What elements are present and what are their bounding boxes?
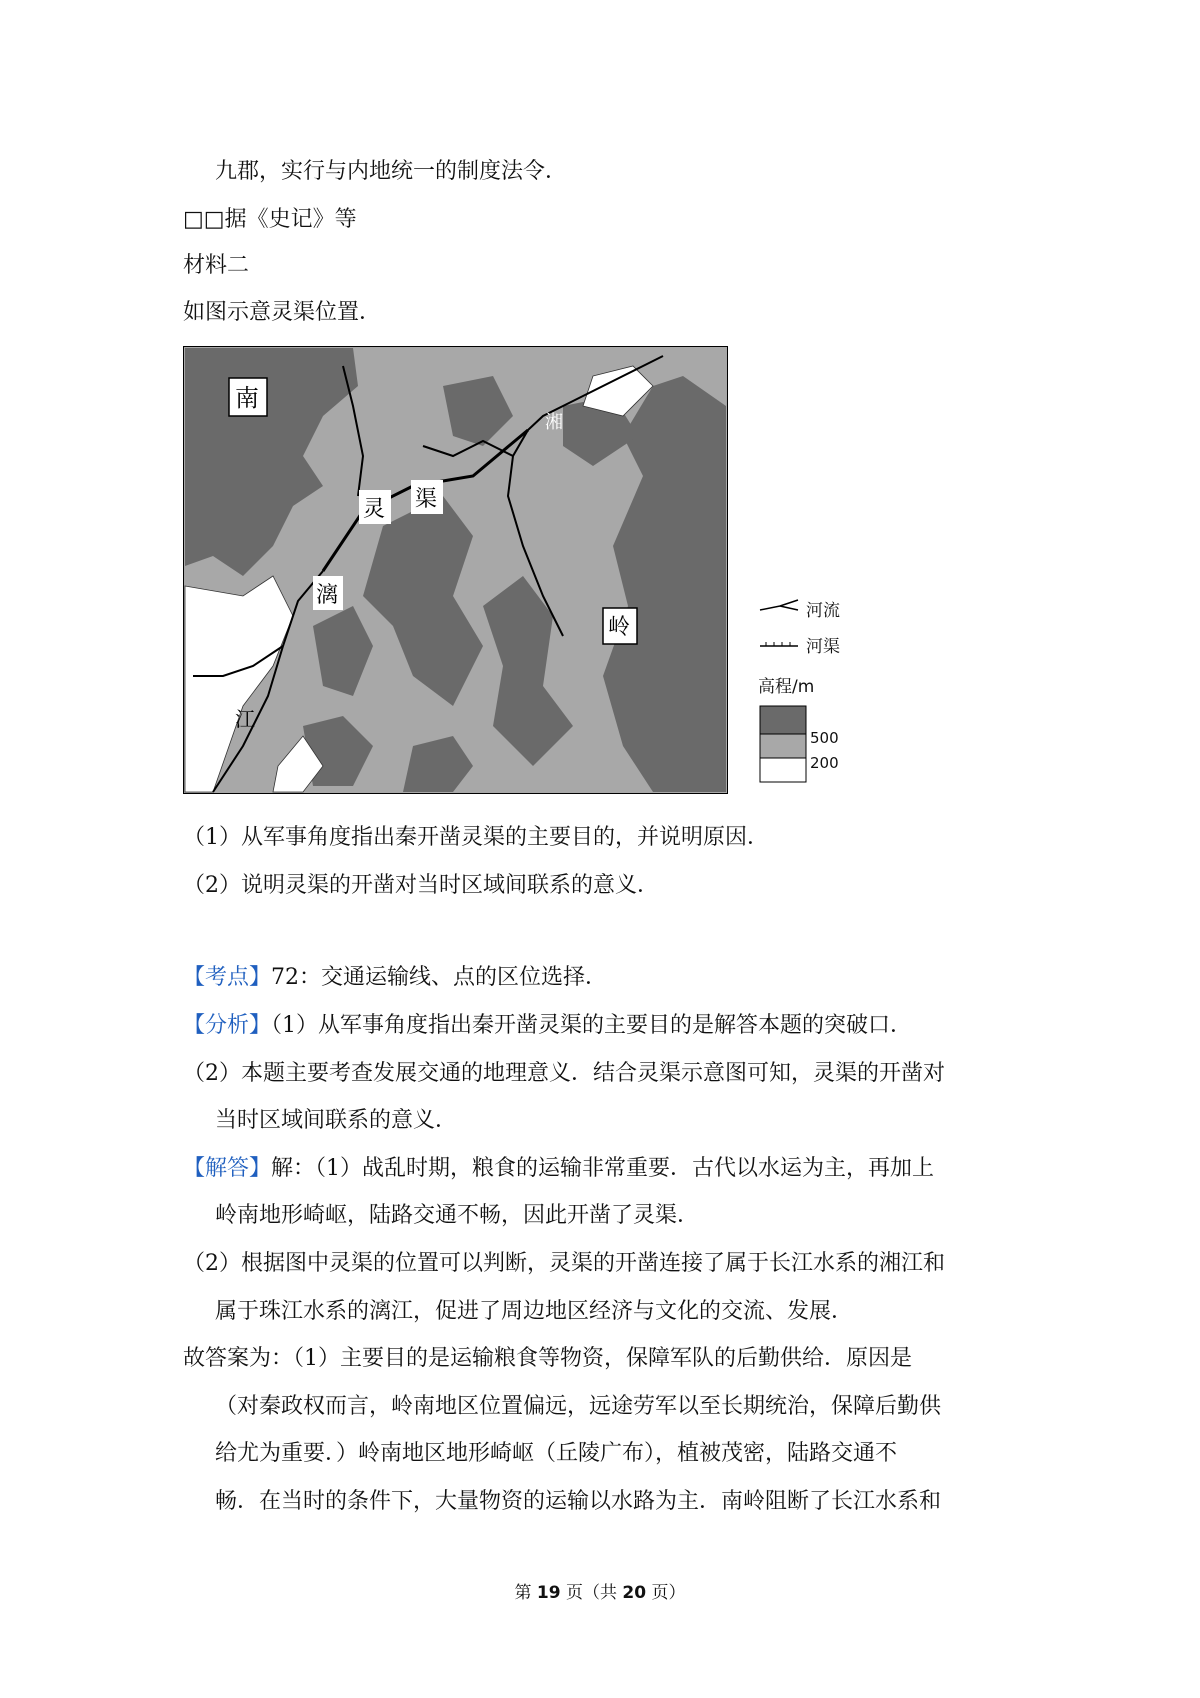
material1-source: □□据《史记》等 <box>183 207 357 232</box>
lingqu-map <box>183 346 728 794</box>
footer-page-number: 19 <box>536 1583 561 1603</box>
page-footer <box>0 1578 1200 1603</box>
map-label-nan: 南 <box>235 384 259 412</box>
legend-500: 500 <box>810 729 839 747</box>
answer-l2: （对秦政权而言，岭南地区位置偏远，远途劳军以至长期统治，保障后勤供 <box>215 1394 942 1419</box>
jieda-tag: 【解答】 <box>183 1156 272 1181</box>
legend-river: 河流 <box>806 601 840 621</box>
answer-l4: 畅．在当时的条件下，大量物资的运输以水路为主．南岭阻断了长江水系和 <box>215 1489 942 1514</box>
fenxi-line <box>183 1010 912 1042</box>
footer-total-pages: 20 <box>622 1583 647 1603</box>
map-label-jiang: 江 <box>235 707 255 731</box>
question-1: （1）从军事角度指出秦开凿灵渠的主要目的，并说明原因． <box>183 825 769 850</box>
kaodian-line <box>183 962 607 994</box>
jieda-p2b: 属于珠江水系的漓江，促进了周边地区经济与文化的交流、发展． <box>215 1299 854 1324</box>
map-label-li: 漓 <box>316 583 339 608</box>
kaodian-tag: 【考点】 <box>183 965 272 990</box>
fenxi-tag: 【分析】 <box>183 1013 272 1038</box>
answer-l1: 故答案为：（1）主要目的是运输粮食等物资，保障军队的后勤供给．原因是 <box>183 1346 912 1371</box>
footer-mid: 页（共 <box>560 1583 623 1603</box>
jieda-p2a: （2）根据图中灵渠的位置可以判断，灵渠的开凿连接了属于长江水系的湘江和 <box>183 1251 945 1276</box>
river-symbol <box>760 600 798 610</box>
legend-200: 200 <box>810 754 839 772</box>
map-label-ling: 灵 <box>363 497 386 522</box>
kaodian-text: 72：交通运输线、点的区位选择． <box>271 965 608 990</box>
legend-canal: 河渠 <box>806 637 840 657</box>
map-label-xiang: 湘 <box>545 412 563 433</box>
legend-elev-title: 高程/m <box>758 677 815 697</box>
material2-intro: 如图示意灵渠位置． <box>183 300 382 325</box>
material2-heading: 材料二 <box>183 253 250 278</box>
map-label-ling2: 岭 <box>608 615 631 640</box>
footer-pre: 第 <box>514 1583 537 1603</box>
map-label-qu: 渠 <box>415 487 438 512</box>
map-legend <box>758 598 868 798</box>
fenxi-p1: （1）从军事角度指出秦开凿灵渠的主要目的是解答本题的突破口． <box>271 1013 913 1038</box>
material1-tail: 九郡，实行与内地统一的制度法令． <box>215 159 568 184</box>
footer-post: 页） <box>646 1583 686 1603</box>
jieda-p1a: 解：（1）战乱时期，粮食的运输非常重要．古代以水运为主，再加上 <box>271 1156 935 1181</box>
jieda-p1b: 岭南地形崎岖，陆路交通不畅，因此开凿了灵渠． <box>215 1203 700 1228</box>
question-2: （2）说明灵渠的开凿对当时区域间联系的意义． <box>183 873 659 898</box>
jieda-line <box>183 1153 934 1185</box>
fenxi-p2b: 当时区域间联系的意义． <box>215 1108 458 1133</box>
answer-l3: 给尤为重要．）岭南地区地形崎岖（丘陵广布），植被茂密，陆路交通不 <box>215 1441 898 1466</box>
fenxi-p2a: （2）本题主要考查发展交通的地理意义．结合灵渠示意图可知，灵渠的开凿对 <box>183 1061 945 1086</box>
